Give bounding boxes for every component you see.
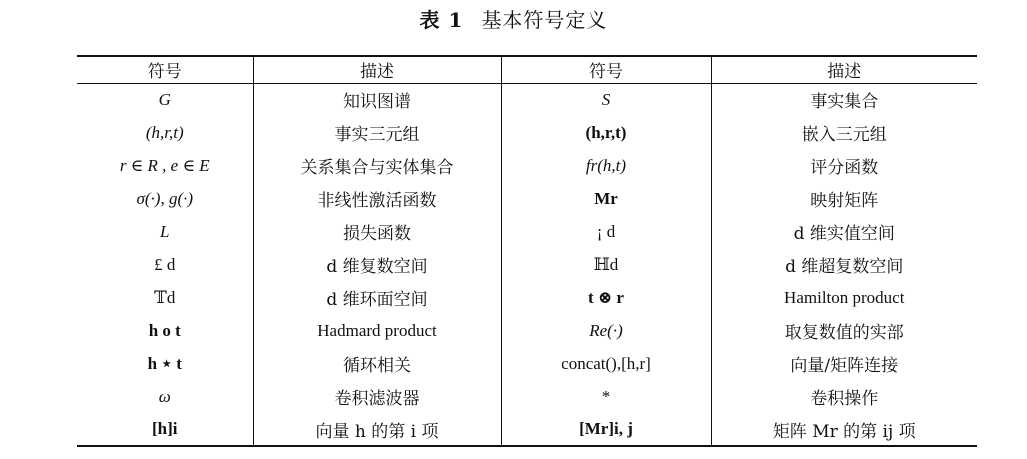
symbol-cell: [Mr]i, j	[501, 413, 711, 446]
symbol-cell: (h,r,t)	[501, 116, 711, 149]
header-symbol-1: 符号	[77, 56, 253, 83]
description-cell: 事实集合	[711, 83, 977, 116]
symbol-cell: ℍd	[501, 248, 711, 281]
description-cell: 非线性激活函数	[253, 182, 501, 215]
symbol-cell: fr(h,t)	[501, 149, 711, 182]
description-cell: d 维超复数空间	[711, 248, 977, 281]
header-row	[77, 56, 977, 83]
symbol-cell: 𝕋d	[154, 287, 176, 307]
description-cell: 卷积操作	[711, 380, 977, 413]
table-row	[77, 413, 977, 446]
symbol-cell: r ∈ R , e ∈ E	[119, 155, 210, 175]
symbol-cell: (h,r,t)	[145, 122, 184, 142]
symbol-cell: Re(·)	[501, 314, 711, 347]
table-row	[77, 347, 977, 380]
symbol-cell: *	[501, 380, 711, 413]
symbol-cell: G	[158, 89, 171, 109]
table-caption	[0, 6, 1027, 34]
symbol-cell: h ⋆ t	[147, 353, 182, 373]
header-symbol-2: 符号	[501, 56, 711, 83]
description-cell: 取复数值的实部	[711, 314, 977, 347]
symbol-cell: h ο t	[148, 320, 181, 340]
symbol-cell: Mr	[501, 182, 711, 215]
symbol-cell: S	[501, 83, 711, 116]
description-cell: Hamilton product	[711, 281, 977, 314]
symbol-cell: £ d	[154, 254, 176, 274]
symbol-cell: [h]i	[77, 413, 253, 446]
table-row	[77, 182, 977, 215]
description-cell: 向量 h 的第 i 项	[253, 413, 501, 446]
description-cell: 映射矩阵	[711, 182, 977, 215]
table-row	[77, 149, 977, 182]
symbol-cell: σ(·), g(·)	[136, 188, 194, 208]
symbol-cell: t ⊗ r	[501, 281, 711, 314]
header-description-1: 描述	[253, 56, 501, 83]
description-cell: 向量/矩阵连接	[711, 347, 977, 380]
description-cell: 矩阵 Mr 的第 ij 项	[711, 413, 977, 446]
table-row	[77, 116, 977, 149]
description-cell: 损失函数	[253, 215, 501, 248]
description-cell: 事实三元组	[253, 116, 501, 149]
table-row	[77, 83, 977, 116]
table-row	[77, 314, 977, 347]
symbol-cell: ω	[158, 386, 171, 406]
description-cell: d 维环面空间	[253, 281, 501, 314]
description-cell: 嵌入三元组	[711, 116, 977, 149]
description-cell: 知识图谱	[253, 83, 501, 116]
description-cell: d 维复数空间	[253, 248, 501, 281]
symbol-cell: ¡ d	[501, 215, 711, 248]
description-cell: 循环相关	[253, 347, 501, 380]
table-title: 基本符号定义	[481, 8, 608, 32]
description-cell: 评分函数	[711, 149, 977, 182]
table-row	[77, 248, 977, 281]
table-row	[77, 215, 977, 248]
description-cell: d 维实值空间	[711, 215, 977, 248]
table-row	[77, 281, 977, 314]
description-cell: 关系集合与实体集合	[253, 149, 501, 182]
description-cell: Hadmard product	[253, 314, 501, 347]
description-cell: 卷积滤波器	[253, 380, 501, 413]
symbol-table	[77, 55, 977, 447]
header-description-2: 描述	[711, 56, 977, 83]
symbol-cell: concat(),[h,r]	[501, 347, 711, 380]
table-number: 表 1	[419, 8, 464, 32]
symbol-cell: L	[160, 221, 170, 241]
table-row	[77, 380, 977, 413]
